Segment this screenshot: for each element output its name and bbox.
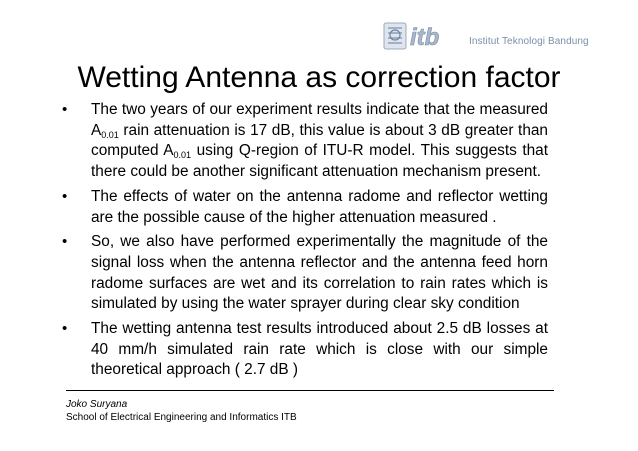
slide-title: Wetting Antenna as correction factor (77, 61, 561, 94)
institute-name: Institut Teknologi Bandung (469, 36, 589, 47)
subscript-001: 0.01 (101, 129, 119, 140)
itb-emblem-icon (382, 22, 472, 52)
bullet-dot: • (62, 233, 68, 251)
bullet-dot: • (62, 187, 68, 205)
subscript-001: 0.01 (173, 150, 192, 161)
bullet-text-2: The effects of water on the antenna radome and reflector wetting are the possible cause of the higher attenuation measured . (91, 187, 548, 226)
bullet-list (58, 100, 548, 385)
bullet-item-3 (58, 232, 548, 315)
itb-wordmark: itb (410, 24, 440, 51)
bullet-text-1b: rain attenuation is 17 dB, this value is about 3 dB greater than computed A (91, 121, 548, 160)
bullet-item-2 (58, 187, 548, 228)
bullet-text-4: The wetting antenna test results introduced about 2.5 dB losses at 40 mm/h simulated rain rate which is close with our simple theoretical approach ( 2.7 dB ) (91, 320, 548, 379)
bullet-text-1c: using Q-region of ITU-R model. This suggests that there could be another significant attenuation mechanism present. (91, 142, 548, 181)
bullet-item-4 (58, 319, 548, 381)
bullet-dot: • (62, 320, 68, 338)
bullet-text-1a: The two years of our experiment results indicate that the measured A (91, 101, 548, 139)
footer-school: School of Electrical Engineering and Informatics ITB (66, 412, 297, 423)
bullet-item-1 (58, 100, 548, 183)
bullet-dot: • (62, 101, 68, 118)
bullet-text-3: So, we also have performed experimentally the magnitude of the signal loss when the antenna reflector and the antenna feed horn radome surfaces are wet and its correlation to rain rates which is simulated by using the water sprayer during clear sky condition (91, 233, 548, 313)
footer-author: Joko Suryana (66, 399, 128, 410)
footer-divider (66, 390, 554, 391)
